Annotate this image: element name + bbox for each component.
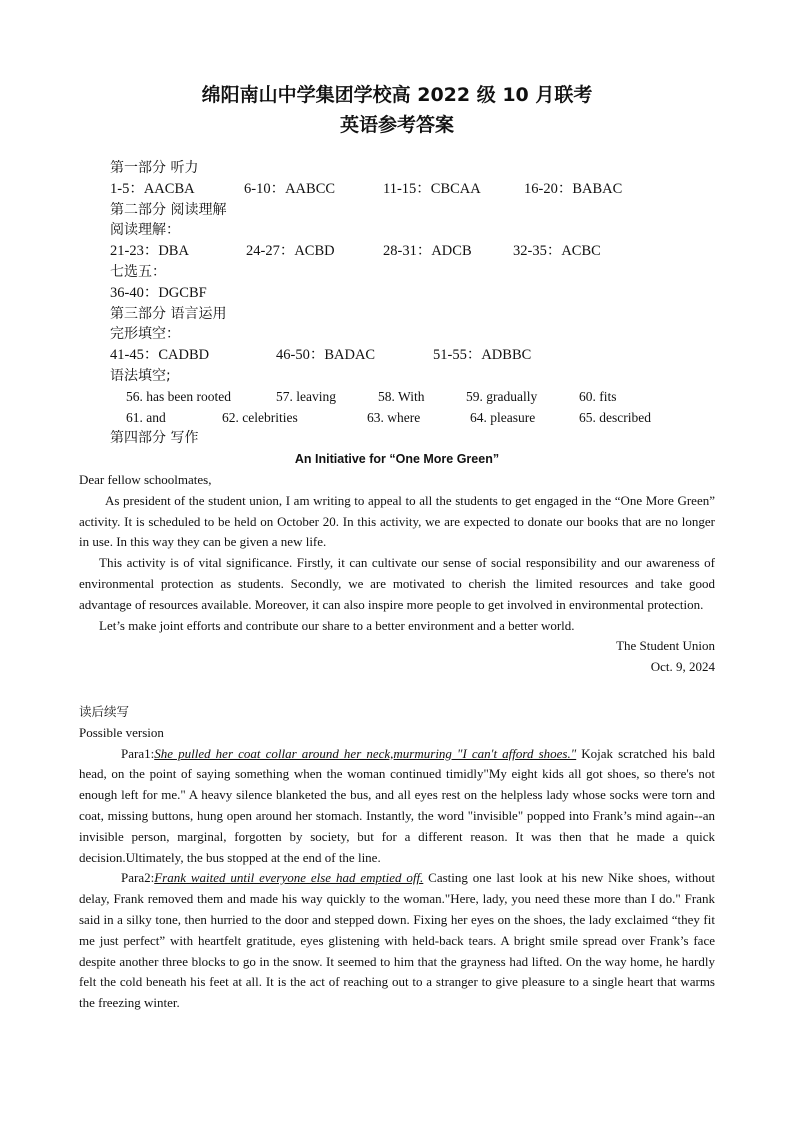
seven-choose-five-answers: 36-40：DGCBF <box>110 284 207 301</box>
answer-item: 64. pleasure <box>470 409 536 425</box>
continuation-paragraph-1 <box>79 744 715 869</box>
answer-group: 6-10：AABCC <box>244 180 336 197</box>
answer-item: 62. celebrities <box>222 409 298 425</box>
answer-group: 32-35：ACBC <box>513 243 601 260</box>
continuation-paragraph-2 <box>79 868 715 1014</box>
answer-item: 63. where <box>367 409 421 425</box>
answer-key <box>110 158 750 449</box>
paragraph-text: Kojak scratched his bald head, on the point of saying something when the woman continued timidly"My eight kids all got shoes, so there's not enough left for me." A heavy silence blanketed the bus, and all eyes rest on the helpless lady whose socks were torn and coat, missing buttons, hung open around her stomach. Instantly, the word "invisible" popped into Frank’s mind again--an invisible person, marginal, forgotten by society, but for a different reason. It was then that he made a quick decision.Ultimately, the bus stopped at the end of the line. <box>79 745 715 865</box>
salutation: Dear fellow schoolmates, <box>79 472 212 487</box>
answer-group: 24-27：ACBD <box>246 243 335 260</box>
signature: The Student Union <box>616 638 715 654</box>
continuation-heading: 读后续写 <box>79 704 130 719</box>
cloze-label: 完形填空： <box>110 326 180 343</box>
part2-heading: 第二部分 阅读理解 <box>110 201 227 218</box>
answer-item: 61. and <box>126 409 166 425</box>
answer-group: 16-20：BABAC <box>524 180 623 197</box>
answer-group: 11-15：CBCAA <box>383 180 481 197</box>
answer-group: 1-5：AACBA <box>110 180 195 197</box>
seven-choose-five-label: 七选五： <box>110 263 166 280</box>
letter-paragraph: As president of the student union, I am writing to appeal to all the students to get engaged in the “One More Green” activity. It is scheduled to be held on October 20. In this activity, we are expected to donate our books that are no longer in use. In this way they can be given a new life. <box>79 492 715 550</box>
answer-item: 57. leaving <box>276 388 336 404</box>
letter <box>79 470 715 678</box>
document-title: 绵阳南山中学集团学校高 2022 级 10 月联考 <box>201 84 593 106</box>
reading-label: 阅读理解： <box>110 222 180 239</box>
grammar-answers-row1 <box>110 387 750 408</box>
answer-item: 65. described <box>579 409 651 425</box>
answer-item: 58. With <box>378 388 425 404</box>
answer-item: 56. has been rooted <box>126 388 231 404</box>
cloze-answers <box>110 345 750 366</box>
listening-answers <box>110 179 750 200</box>
possible-version-label: Possible version <box>79 724 164 740</box>
given-sentence: She pulled her coat collar around her neck,murmuring "I can't afford shoes." <box>154 745 577 761</box>
grammar-answers-row2 <box>110 408 750 429</box>
answer-group: 28-31：ADCB <box>383 243 472 260</box>
answer-group: 51-55：ADBBC <box>433 347 532 364</box>
grammar-label: 语法填空; <box>110 367 171 384</box>
reading-answers <box>110 241 750 262</box>
continuation-writing <box>79 702 715 1014</box>
para-label: Para1: <box>121 745 155 761</box>
document-subtitle: 英语参考答案 <box>339 114 454 136</box>
paragraph-text: Casting one last look at his new Nike shoes, without delay, Frank removed them and made his way quickly to the woman."Here, lady, you need these more than I do." Frank said in a silky tone, then hurried to the door and stepped down. Fixing her eyes on the shoes, the lady exclaimed “they fit me just perfect” with heartfelt gratitude, eyes glistening with held-back tears. A bright smile spread over Frank’s face despite another three blocks to go in the snow. It seemed to him that the grayness had lifted. On the way home, he hardly felt the cold beneath his feet at all. It is the act of reaching out to a stranger to give pleasure to a single heart that warms the freezing winter. <box>79 870 715 1011</box>
answer-group: 41-45：CADBD <box>110 347 210 364</box>
letter-paragraph: This activity is of vital significance. Firstly, it can cultivate our sense of social responsibility and our awareness of environmental protection as students. Secondly, we are motivated to cherish the limited resources and take good advantage of resources available. Moreover, it can also inspire more people to get involved in environmental protection. <box>79 555 715 612</box>
letter-paragraph: Let’s make joint efforts and contribute our share to a better environment and a better world. <box>99 617 575 633</box>
given-sentence: Frank waited until everyone else had emptied off. <box>154 870 424 886</box>
part4-heading: 第四部分 写作 <box>110 430 199 447</box>
letter-date: Oct. 9, 2024 <box>650 659 715 675</box>
answer-group: 21-23：DBA <box>110 243 189 260</box>
answer-item: 59. gradually <box>466 388 538 404</box>
essay-title: An Initiative for “One More Green” <box>294 452 500 466</box>
para-label: Para2: <box>121 870 155 886</box>
answer-group: 46-50：BADAC <box>276 347 376 364</box>
part3-heading: 第三部分 语言运用 <box>110 305 227 322</box>
answer-item: 60. fits <box>579 388 617 404</box>
part1-heading: 第一部分 听力 <box>110 160 199 176</box>
